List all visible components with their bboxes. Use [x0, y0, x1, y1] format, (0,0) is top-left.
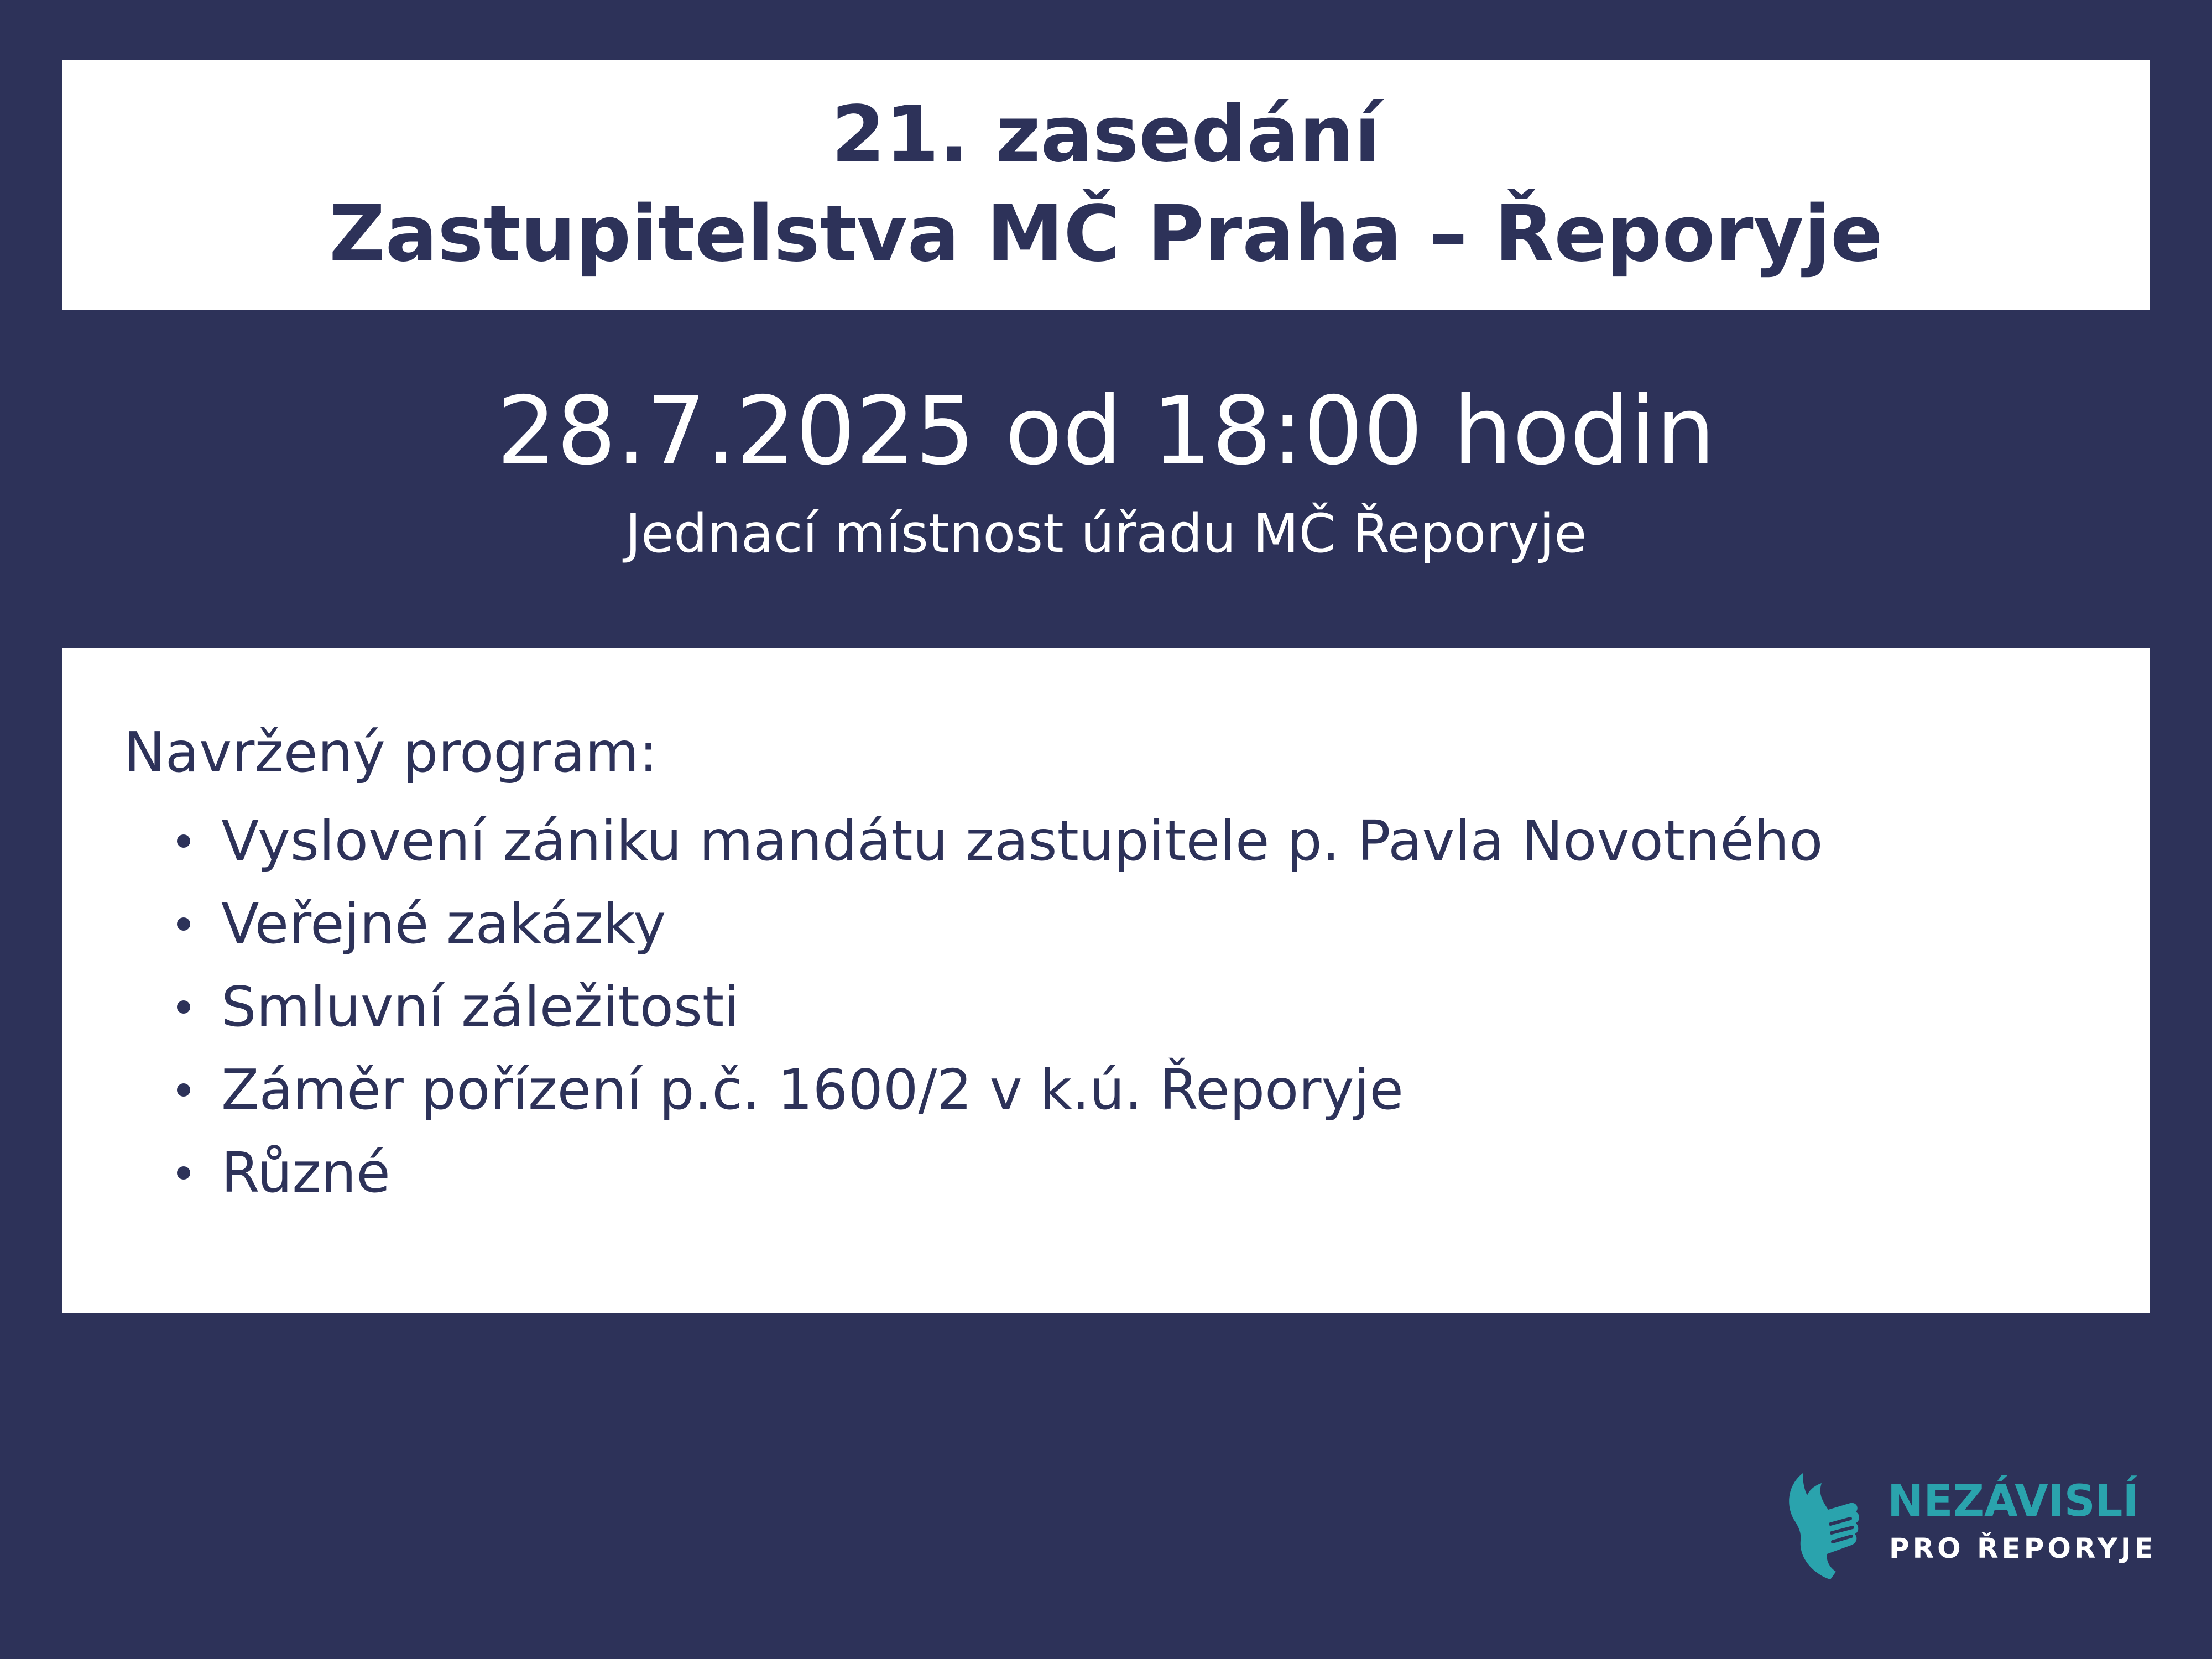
program-item — [177, 800, 1823, 883]
program-panel — [62, 648, 2150, 1313]
bullet-icon — [177, 1000, 190, 1014]
hand-logo-icon — [1768, 1471, 1879, 1582]
program-item-text: Různé — [221, 1140, 390, 1205]
organization-logo — [1768, 1471, 2156, 1582]
title-line-2: Zastupitelstva MČ Praha – Řeporyje — [329, 189, 1883, 279]
program-list — [177, 800, 1823, 1214]
program-item — [177, 883, 1823, 966]
program-item — [177, 966, 1823, 1048]
meeting-venue: Jednací místnost úřadu MČ Řeporyje — [625, 503, 1587, 565]
title-line-1: 21. zasedání — [831, 90, 1381, 180]
program-heading: Navržený program: — [124, 720, 658, 785]
bullet-icon — [177, 834, 190, 848]
bullet-icon — [177, 1083, 190, 1097]
meeting-datetime: 28.7.2025 od 18:00 hodin — [497, 377, 1715, 486]
program-item-text: Záměr pořízení p.č. 1600/2 v k.ú. Řeporyje — [221, 1057, 1404, 1122]
title-panel — [62, 60, 2150, 310]
program-item — [177, 1048, 1823, 1131]
program-item — [177, 1131, 1823, 1214]
logo-text-secondary: PRO ŘEPORYJE — [1889, 1532, 2157, 1564]
logo-text-primary: NEZÁVISLÍ — [1887, 1477, 2139, 1526]
program-item-text: Smluvní záležitosti — [221, 974, 740, 1039]
bullet-icon — [177, 1166, 190, 1180]
program-item-text: Veřejné zakázky — [221, 891, 666, 956]
bullet-icon — [177, 917, 190, 931]
program-item-text: Vyslovení zániku mandátu zastupitele p. Pavla Novotného — [221, 808, 1823, 873]
